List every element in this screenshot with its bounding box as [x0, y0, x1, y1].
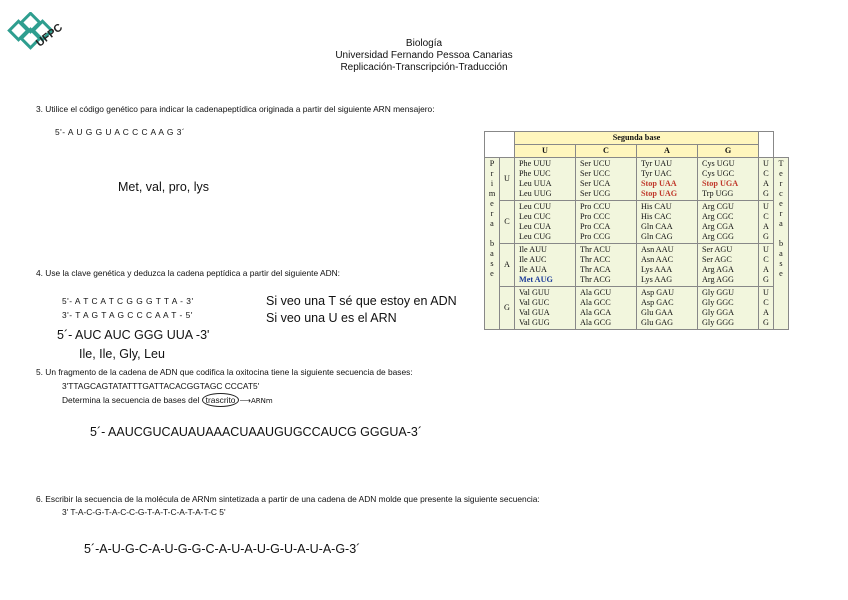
first-base-label: P r i m e r a b a s e — [485, 158, 500, 330]
q5-instruction — [62, 395, 273, 405]
first-base-u: U — [500, 158, 515, 201]
codon: Pro CCG — [580, 232, 611, 241]
codon: Leu CUC — [519, 212, 551, 221]
header-topic: Replicación-Transcripción-Traducción — [340, 62, 508, 73]
codon: Ala GCG — [580, 318, 612, 327]
codon-cell-cg — [698, 201, 759, 244]
codon: Arg CGA — [702, 222, 734, 231]
codon: Val GUC — [519, 298, 550, 307]
third-base-column: U C A G — [759, 158, 774, 201]
q4-sequence-bottom: 3'- T A G T A G C C C A A T - 5' — [62, 310, 193, 320]
codon: Ile AUA — [519, 265, 547, 274]
q4-answer-rna: 5´- AUC AUC GGG UUA -3' — [57, 328, 210, 342]
first-base-g: G — [500, 287, 515, 330]
codon: Phe UUU — [519, 159, 552, 168]
codon: Ser AGC — [702, 255, 732, 264]
header-university: Universidad Fernando Pessoa Canarias — [335, 50, 513, 61]
codon: Leu CUU — [519, 202, 552, 211]
codon: Tyr UAC — [641, 169, 672, 178]
codon: Cys UGC — [702, 169, 735, 178]
third-base-column: U C A G — [759, 287, 774, 330]
second-base-header: Segunda base — [515, 132, 759, 145]
first-base-c: C — [500, 201, 515, 244]
question-6: 6. Escribir la secuencia de la molécula de ARNm sintetizada a partir de una cadena de ADN molde que presente la siguiente secuencia: — [36, 494, 540, 504]
codon: Gln CAG — [641, 232, 673, 241]
codon-cell-gu — [515, 287, 576, 330]
question-5: 5. Un fragmento de la cadena de ADN que codifica la oxitocina tiene la siguiente secuencia de bases: — [36, 367, 413, 377]
third-base-label: T e r c e r a b a s e — [774, 158, 789, 330]
codon-cell-cu — [515, 201, 576, 244]
col-header-c: C — [576, 145, 637, 158]
codon: Leu CUA — [519, 222, 552, 231]
codon: Ser UCA — [580, 179, 611, 188]
codon: Phe UUC — [519, 169, 551, 178]
codon-cell-ga — [637, 287, 698, 330]
codon: Ile AUU — [519, 245, 547, 254]
q5-sequence: 3'TTAGCAGTATATTTGATTACACGGTAGC CCCAT5' — [62, 381, 260, 391]
codon: Arg CGU — [702, 202, 734, 211]
q4-answer-peptide: Ile, Ile, Gly, Leu — [79, 347, 165, 361]
codon-cell-ca — [637, 201, 698, 244]
first-base-a: A — [500, 244, 515, 287]
question-3: 3. Utilice el código genético para indicar la cadenapeptídica originada a partir del siguiente ARN mensajero: — [36, 104, 435, 114]
codon-cell-cc — [576, 201, 637, 244]
q3-answer: Met, val, pro, lys — [118, 180, 209, 194]
q4-note-adn: Si veo una T sé que estoy en ADN — [266, 294, 457, 308]
codon: Ser UCU — [580, 159, 611, 168]
codon: Cys UGU — [702, 159, 735, 168]
codon: Gly GGG — [702, 318, 735, 327]
codon-cell-gg — [698, 287, 759, 330]
table-corner — [485, 132, 515, 145]
codon: Val GUG — [519, 318, 550, 327]
codon: His CAC — [641, 212, 672, 221]
q5-answer: 5´- AAUCGUCAUAUAAACUAAUGUGCCAUCG GGGUA-3´ — [90, 425, 422, 439]
codon: Val GUA — [519, 308, 550, 317]
codon: His CAU — [641, 202, 672, 211]
col-header-g: G — [698, 145, 759, 158]
codon: Val GUU — [519, 288, 550, 297]
codon: Met AUG — [519, 275, 553, 284]
q6-sequence: 3' T-A-C-G-T-A-C-C-G-T-A-T-C-A-T-A-T-C 5' — [62, 507, 226, 517]
codon-row-a — [485, 244, 789, 287]
q5-instruction-text: Determina la secuencia de bases del — [62, 395, 202, 405]
table-corner-right — [759, 132, 774, 145]
codon: Thr ACC — [580, 255, 611, 264]
codon-row-c — [485, 201, 789, 244]
codon: Ser UCG — [580, 189, 611, 198]
codon-cell-ac — [576, 244, 637, 287]
codon: Ser AGU — [702, 245, 733, 254]
codon: Asp GAU — [641, 288, 674, 297]
codon: Thr ACG — [580, 275, 611, 284]
codon-row-u — [485, 158, 789, 201]
codon: Ala GCU — [580, 288, 612, 297]
codon: Leu UUG — [519, 189, 552, 198]
q5-handwritten-note: ARNm — [250, 397, 273, 405]
codon: Lys AAA — [641, 265, 673, 274]
codon: Leu UUA — [519, 179, 552, 188]
codon: Arg AGA — [702, 265, 734, 274]
codon-cell-au — [515, 244, 576, 287]
q4-note-arn: Si veo una U es el ARN — [266, 311, 397, 325]
q5-circled-word: trascrito — [202, 393, 240, 407]
codon: Glu GAG — [641, 318, 674, 327]
codon: Trp UGG — [702, 189, 734, 198]
question-4: 4. Use la clave genética y deduzca la cadena peptídica a partir del siguiente ADN: — [36, 268, 341, 278]
codon: Gly GGU — [702, 288, 735, 297]
codon: Leu CUG — [519, 232, 552, 241]
codon: Pro CCC — [580, 212, 610, 221]
codon: Glu GAA — [641, 308, 674, 317]
genetic-code-table — [484, 131, 789, 330]
codon-cell-ua — [637, 158, 698, 201]
codon: Pro CCU — [580, 202, 611, 211]
codon-cell-uu — [515, 158, 576, 201]
codon: Thr ACU — [580, 245, 611, 254]
codon-cell-aa — [637, 244, 698, 287]
codon: Lys AAG — [641, 275, 673, 284]
codon: Ile AUC — [519, 255, 547, 264]
codon-cell-gc — [576, 287, 637, 330]
third-base-column: U C A G — [759, 244, 774, 287]
codon: Asn AAC — [641, 255, 674, 264]
codon: Gly GGC — [702, 298, 734, 307]
codon: Asn AAU — [641, 245, 674, 254]
codon-row-g — [485, 287, 789, 330]
codon-cell-uc — [576, 158, 637, 201]
codon: Ala GCA — [580, 308, 612, 317]
codon: Pro CCA — [580, 222, 611, 231]
third-base-column: U C A G — [759, 201, 774, 244]
q3-sequence: 5'- A U G G U A C C C A A G 3´ — [55, 127, 186, 137]
arrow-icon: ⟶ — [239, 396, 251, 405]
codon: Gln CAA — [641, 222, 673, 231]
codon: Arg CGC — [702, 212, 734, 221]
codon: Gly GGA — [702, 308, 735, 317]
codon: Tyr UAU — [641, 159, 673, 168]
col-header-a: A — [637, 145, 698, 158]
codon: Ser UCC — [580, 169, 610, 178]
logo-text: UFPC — [34, 21, 65, 50]
codon: Stop UAA — [641, 179, 677, 188]
codon: Arg CGG — [702, 232, 734, 241]
codon-cell-ug — [698, 158, 759, 201]
codon: Asp GAC — [641, 298, 674, 307]
codon: Stop UAG — [641, 189, 678, 198]
q4-sequence-top: 5'- A T C A T C G G G T T A - 3' — [62, 296, 194, 306]
codon: Ala GCC — [580, 298, 611, 307]
codon: Stop UGA — [702, 179, 739, 188]
header-subject: Biología — [405, 38, 443, 49]
q6-answer: 5´-A-U-G-C-A-U-G-G-C-A-U-A-U-G-U-A-U-A-G-3´ — [84, 542, 361, 556]
codon: Thr ACA — [580, 265, 611, 274]
codon-cell-ag — [698, 244, 759, 287]
codon: Arg AGG — [702, 275, 734, 284]
col-header-u: U — [515, 145, 576, 158]
